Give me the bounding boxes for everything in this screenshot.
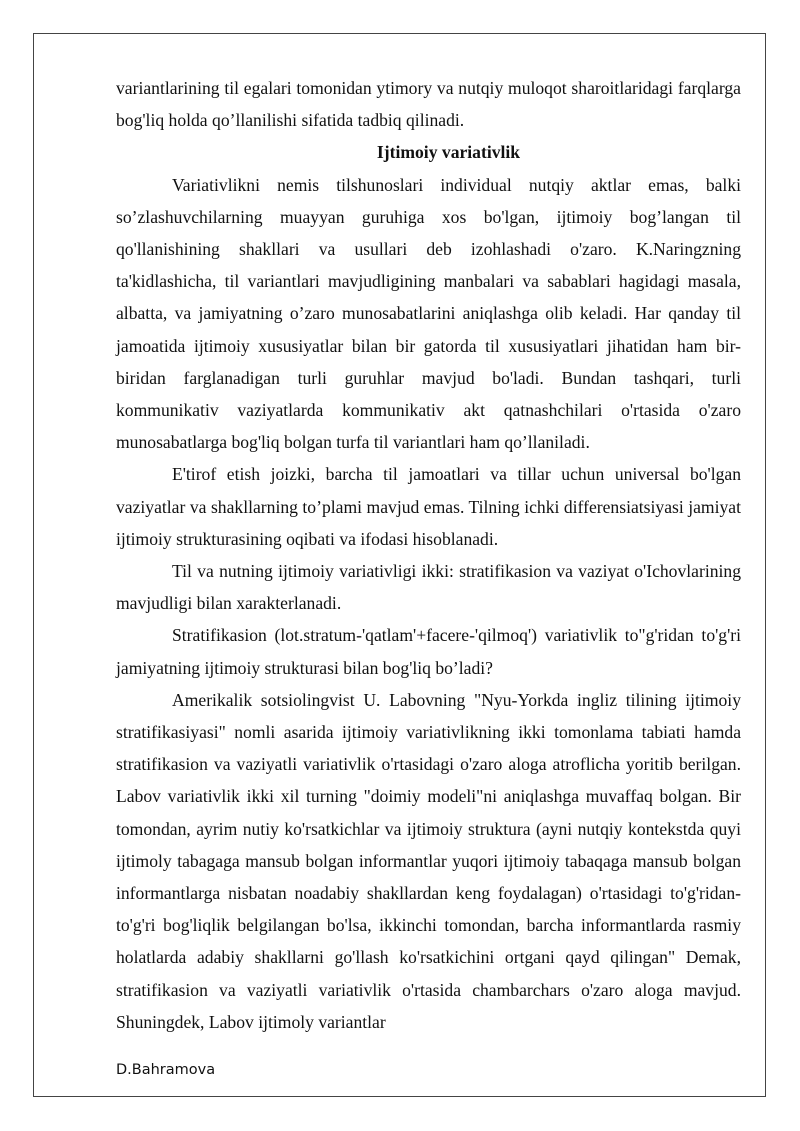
document-body xyxy=(116,72,741,1038)
paragraph-stratifikasion: Stratifikasion (lot.stratum-'qatlam'+facere-'qilmoq') variativlik to"g'ridan to'g'ri jamiyatning ijtimoiy strukturasi bilan bog'liq bo’ladi? xyxy=(116,625,741,678)
paragraph-labov: Amerikalik sotsiolingvist U. Labovning "Nyu-Yorkda ingliz tilining ijtimoiy stratifikasiyasi" nomli asarida ijtimoiy variativlikning ikki tomonlama tabiati hamda stratifikasion va vaziyatli variativlik o'rtasidagi o'zaro aloga atroflicha yoritib berilgan. Labov variativlik ikki xil turning "doimiy modeli"ni aniqlashga muvaffaq bolgan. Bir tomondan, ayrim nutiy ko'rsatkichlar va ijtimoiy struktura (ayni nutqiy kontekstda quyi ijtimoly tabagaga mansub bolgan informantlar yuqori ijtimoiy tabaqaga mansub bolgan informantlarga nisbatan noadabiy shakllardan keng foydalagan) o'rtasidagi to'g'ridan-to'g'ri bog'liqlik belgilangan bo'lsa, ikkinchi tomondan, barcha informantlarda rasmiy holatlarda adabiy shakllarni go'llash ko'rsatkichini ortgani qayd qilingan" Demak, stratifikasion va vaziyatli variativlik o'rtasida chambarchars o'zaro aloga mavjud. Shuningdek, Labov ijtimoly variantlar xyxy=(116,689,741,1032)
paragraph-etirof: E'tirof etish joizki, barcha til jamoatlari va tillar uchun universal bo'lgan vaziyatlar va shakllarning to’plami mavjud emas. Tilning ichki differensiatsiyasi jamiyat ijtimoiy strukturasining oqibati va ifodasi hisoblanadi. xyxy=(116,464,741,549)
paragraph-variativlik-definition: Variativlikni nemis tilshunoslari individual nutqiy aktlar emas, balki so’zlashuvchilarning muayyan guruhiga xos bo'lgan, ijtimoiy bog’langan til qo'llanishining shakllari va usullari deb izohlashadi o'zaro. K.Naringzning ta'kidlashicha, til variantlari mavjudligining manbalari va sabablari hagidagi masala, albatta, va jamiyatning o’zaro munosabatlarini aniqlashga olib keladi. Har qanday til jamoatida ijtimoiy xususiyatlar bilan bir gatorda til xususiyatlari jihatidan ham bir-biridan farglanadigan turli guruhlar mavjud bo'ladi. Bundan tashqari, turli kommunikativ vaziyatlarda kommunikativ akt qatnashchilari o'rtasida o'zaro munosabatlarga bog'liq bolgan turfa til variantlari ham qo’llaniladi. xyxy=(116,174,741,453)
section-heading: Ijtimoiy variativlik xyxy=(376,142,521,163)
page-footer-author: D.Bahramova xyxy=(116,1062,216,1078)
paragraph-continuation: variantlarining til egalari tomonidan ytimory va nutqiy muloqot sharoitlaridagi farqlarga bog'liq holda qo’llanilishi sifatida tadbiq qilinadi. xyxy=(116,78,741,131)
paragraph-til-va-nutq: Til va nutning ijtimoiy variativligi ikki: stratifikasion va vaziyat o'Ichovlarining mavjudligi bilan xarakterlanadi. xyxy=(116,561,741,614)
